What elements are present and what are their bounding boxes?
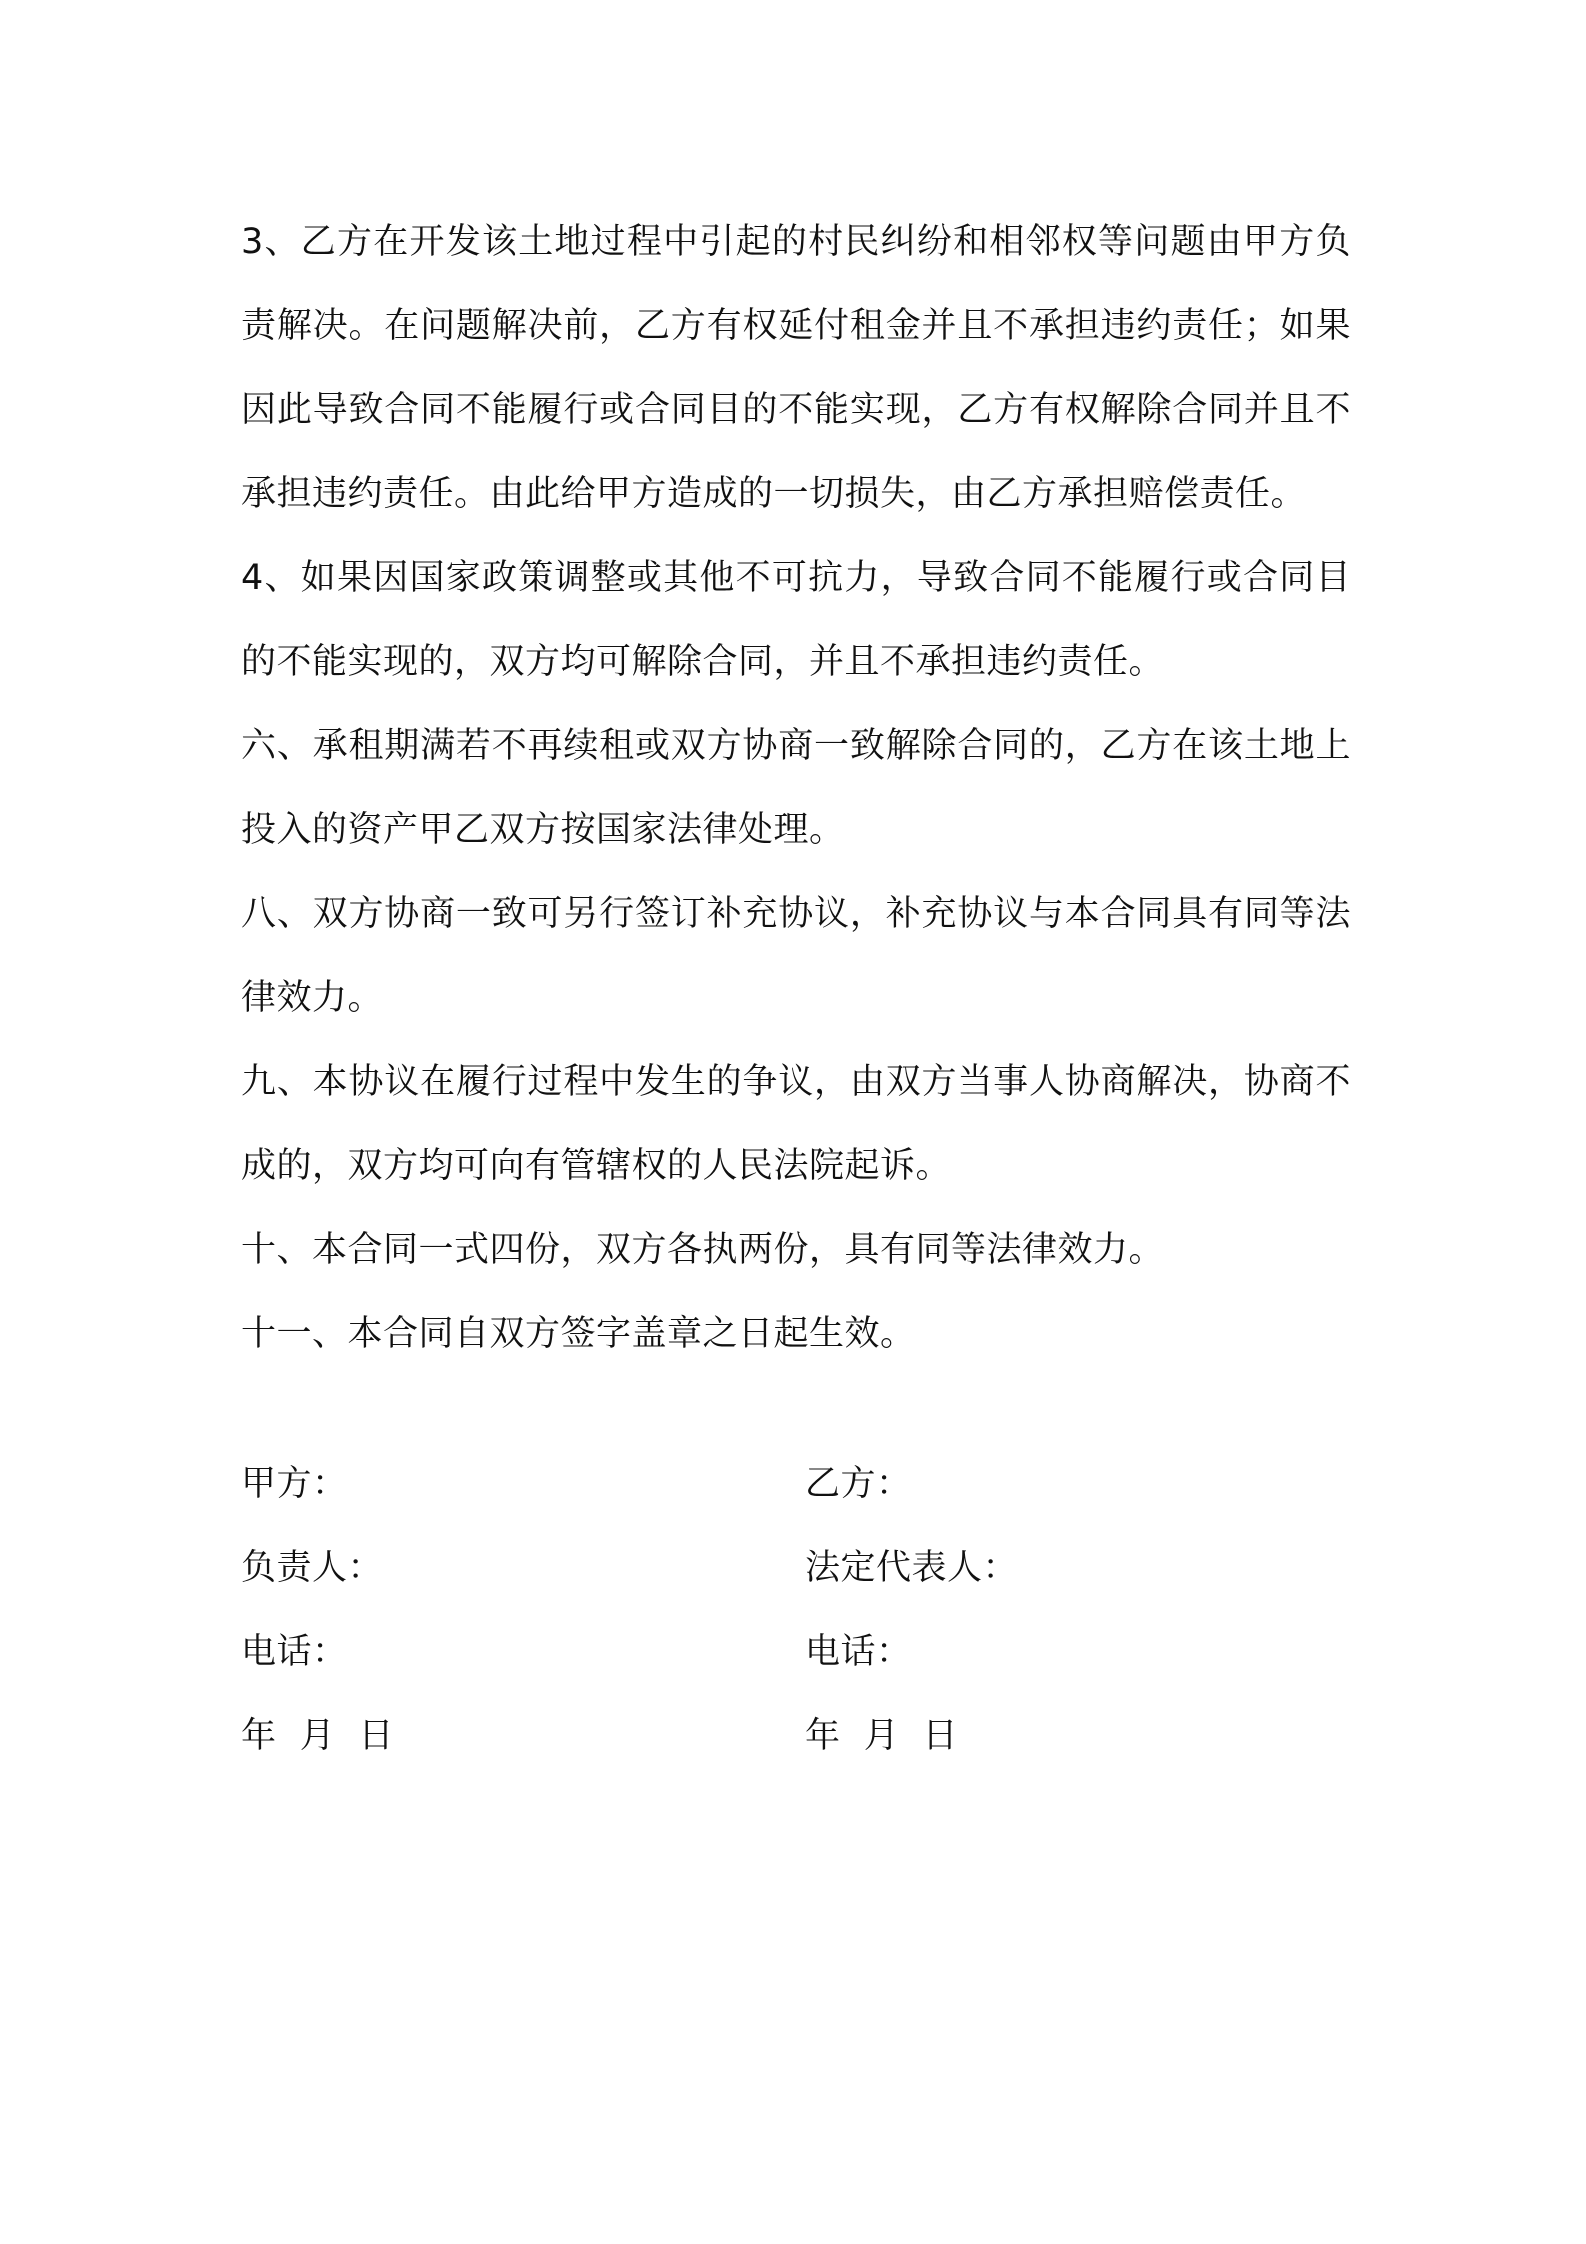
- clause-4-force-majeure: 4、如果因国家政策调整或其他不可抗力，导致合同不能履行或合同目的不能实现的，双方均可解除合同，并且不承担违约责任。: [241, 558, 1351, 682]
- party-b-label: 乙方：: [805, 1464, 912, 1504]
- signature-row-phone: [241, 1610, 1351, 1694]
- clause-10-copies: 十、本合同一式四份，双方各执两份，具有同等法律效力。: [241, 1230, 1165, 1270]
- party-b-legal-rep-label: 法定代表人：: [805, 1548, 1019, 1588]
- party-b-phone-label: 电话：: [805, 1632, 912, 1672]
- clause-11-effective-date: 十一、本合同自双方签字盖章之日起生效。: [241, 1314, 916, 1354]
- signature-row-representative: [241, 1526, 1351, 1610]
- signature-block: [241, 1442, 1351, 1778]
- clause-9-dispute-resolution: 九、本协议在履行过程中发生的争议，由双方当事人协商解决，协商不成的，双方均可向有管辖权的人民法院起诉。: [241, 1062, 1351, 1186]
- party-b-date-label: 年 月 日: [805, 1716, 959, 1756]
- signature-row-party: [241, 1442, 1351, 1526]
- clause-6-lease-expiry: 六、承租期满若不再续租或双方协商一致解除合同的，乙方在该土地上投入的资产甲乙双方按国家法律处理。: [241, 726, 1351, 850]
- party-a-date-label: 年 月 日: [241, 1716, 395, 1756]
- party-a-responsible-label: 负责人：: [241, 1548, 384, 1588]
- party-a-phone-label: 电话：: [241, 1632, 348, 1672]
- party-a-label: 甲方：: [241, 1464, 348, 1504]
- clause-3-disputes: 3、乙方在开发该土地过程中引起的村民纠纷和相邻权等问题由甲方负责解决。在问题解决前，乙方有权延付租金并且不承担违约责任；如果因此导致合同不能履行或合同目的不能实现，乙方有权解除合同并且不承担违约责任。由此给甲方造成的一切损失，由乙方承担赔偿责任。: [241, 222, 1351, 514]
- clause-8-supplementary-agreement: 八、双方协商一致可另行签订补充协议，补充协议与本合同具有同等法律效力。: [241, 894, 1351, 1018]
- signature-row-date: [241, 1694, 1351, 1778]
- contract-body: [241, 200, 1351, 1376]
